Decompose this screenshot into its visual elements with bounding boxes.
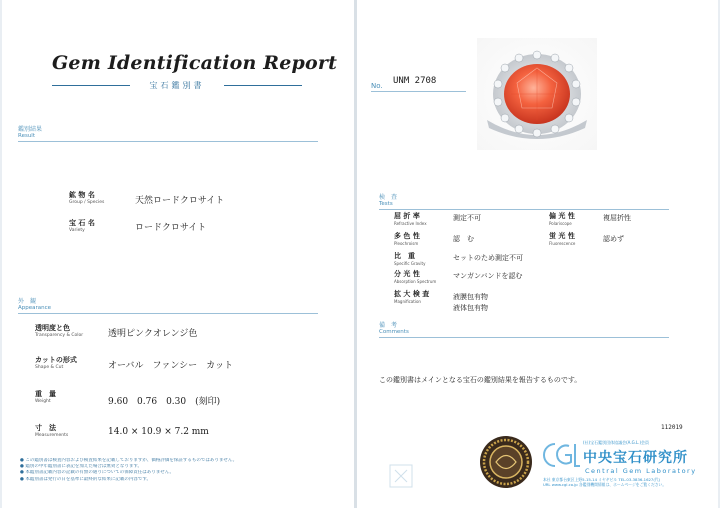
- test-value: 測定不可: [453, 214, 481, 222]
- comments-section-jp: 備 考: [379, 322, 398, 329]
- test-sub: Polariscope: [549, 221, 572, 226]
- appearance-divider: [18, 313, 318, 314]
- measurements-sub: Measurements: [35, 433, 69, 438]
- lab-name-jp: 中央宝石研究所: [583, 450, 688, 466]
- tests-divider: [379, 209, 669, 210]
- note-line: ● 本鑑別書は発行の日を基準に最終的な結果に記載の内容です。: [20, 476, 151, 482]
- test-label: 多 色 性: [394, 231, 420, 240]
- note-line: ● 鑑別の中年鑑別書に表記を加えた場合は無効となります。: [20, 464, 142, 470]
- lab-address-line: 本社 東京都台東区上野5-15-14 ミヤギビル TEL.03-3836-1627(代): [543, 477, 661, 482]
- appearance-section-en: Appearance: [18, 305, 52, 311]
- species-value: 天然ロードクロサイト: [135, 196, 225, 206]
- watermark-emblem: [387, 462, 415, 490]
- tests-section-jp: 検 査: [379, 194, 398, 201]
- variety-label: 宝 石 名: [69, 218, 95, 227]
- test-sub: Fluorescence: [549, 241, 576, 246]
- ring-image: [477, 38, 597, 150]
- lab-name-en: Central Gem Laboratory: [585, 467, 697, 475]
- gem-photo: [477, 38, 597, 150]
- test-label: 偏 光 性: [549, 211, 575, 220]
- species-sub: Group / Species: [69, 200, 105, 205]
- test-label: 分 光 性: [394, 269, 420, 278]
- appearance-section-label: [18, 298, 51, 312]
- test-value: セットのため測定不可: [453, 254, 523, 262]
- test-sub: Absorption Spectrum: [394, 279, 437, 284]
- report-number-value: UNM 2708: [393, 76, 437, 86]
- report-left-page: [2, 0, 355, 508]
- result-divider: [18, 141, 318, 142]
- report-number-rule: [371, 91, 466, 92]
- tests-section-label: [379, 194, 397, 208]
- result-section-en: Result: [18, 133, 35, 139]
- shape-label: カットの形式: [35, 355, 77, 364]
- test-label: 比 重: [394, 251, 415, 260]
- note-line: ● 本鑑別書記載内容の記載の有無の通りについての保障責任はありません。: [20, 470, 175, 476]
- test-label: 屈 折 率: [394, 211, 420, 220]
- test-value: 認めず: [603, 235, 624, 243]
- test-label: 蛍 光 性: [549, 231, 575, 240]
- report-number-label: No.: [371, 82, 383, 90]
- test-sub: Pleochroism: [394, 241, 419, 246]
- lab-association: (社)宝石鑑別団体協議会(A.G.L.)会員: [583, 440, 650, 445]
- color-value: 透明ピンクオレンジ色: [108, 329, 198, 339]
- gold-seal-icon: [479, 435, 533, 489]
- species-label: 鉱 物 名: [69, 190, 95, 199]
- test-value: 複屈折性: [603, 214, 631, 222]
- report-right-page: [357, 0, 718, 508]
- appearance-section-jp: 外 観: [18, 298, 37, 305]
- comments-section-en: Comments: [379, 329, 409, 335]
- lab-address: [543, 477, 666, 487]
- test-value: 液体包有物: [453, 304, 488, 312]
- weight-label: 重 量: [35, 389, 56, 398]
- variety-value: ロードクロサイト: [135, 223, 207, 233]
- test-value: マンガンバンドを認む: [453, 272, 523, 280]
- shape-sub: Shape & Cut: [35, 365, 64, 370]
- report-title-jp: 宝石鑑別書: [52, 80, 302, 91]
- color-label: 透明度と色: [35, 323, 70, 332]
- result-section-jp: 鑑別結果: [18, 126, 43, 133]
- comments-section-label: [379, 322, 409, 336]
- test-sub: Refractive Index: [394, 221, 427, 226]
- test-label: 拡 大 検 査: [394, 289, 430, 298]
- variety-sub: Variety: [69, 228, 85, 233]
- test-value: 認 む: [453, 235, 474, 243]
- report-title: Gem Identification Report: [52, 52, 338, 74]
- lab-address-line: URL www.cgl.co.jp 各鑑別機関情報は、ホームページをご覧ください。: [543, 482, 667, 487]
- measurements-value: 14.0 × 10.9 × 7.2 mm: [108, 427, 209, 437]
- weight-sub: Weight: [35, 399, 51, 404]
- result-section-label: [18, 126, 42, 140]
- color-sub: Transparency & Color: [35, 333, 84, 338]
- comments-divider: [379, 337, 669, 338]
- comment-text: この鑑別書はメインとなる宝石の鑑別結果を報告するものです。: [379, 376, 582, 384]
- disclaimer-notes: [20, 458, 310, 483]
- shape-value: オーバル ファンシー カット: [108, 361, 234, 371]
- cgl-logo-icon: [541, 438, 581, 472]
- note-line: ● この鑑別書は検査内容および検査結果を記載しておりますが、価格評価を保証するものではありません。: [20, 458, 238, 463]
- measurements-label: 寸 法: [35, 423, 56, 432]
- test-sub: Specific Gravity: [394, 261, 426, 266]
- test-sub: Magnification: [394, 299, 421, 304]
- tests-section-en: Tests: [379, 201, 393, 207]
- serial-number: 112019: [661, 424, 683, 431]
- test-value: 液膜包有物: [453, 293, 488, 301]
- weight-value: 9.60 0.76 0.30 (刻印): [108, 397, 221, 407]
